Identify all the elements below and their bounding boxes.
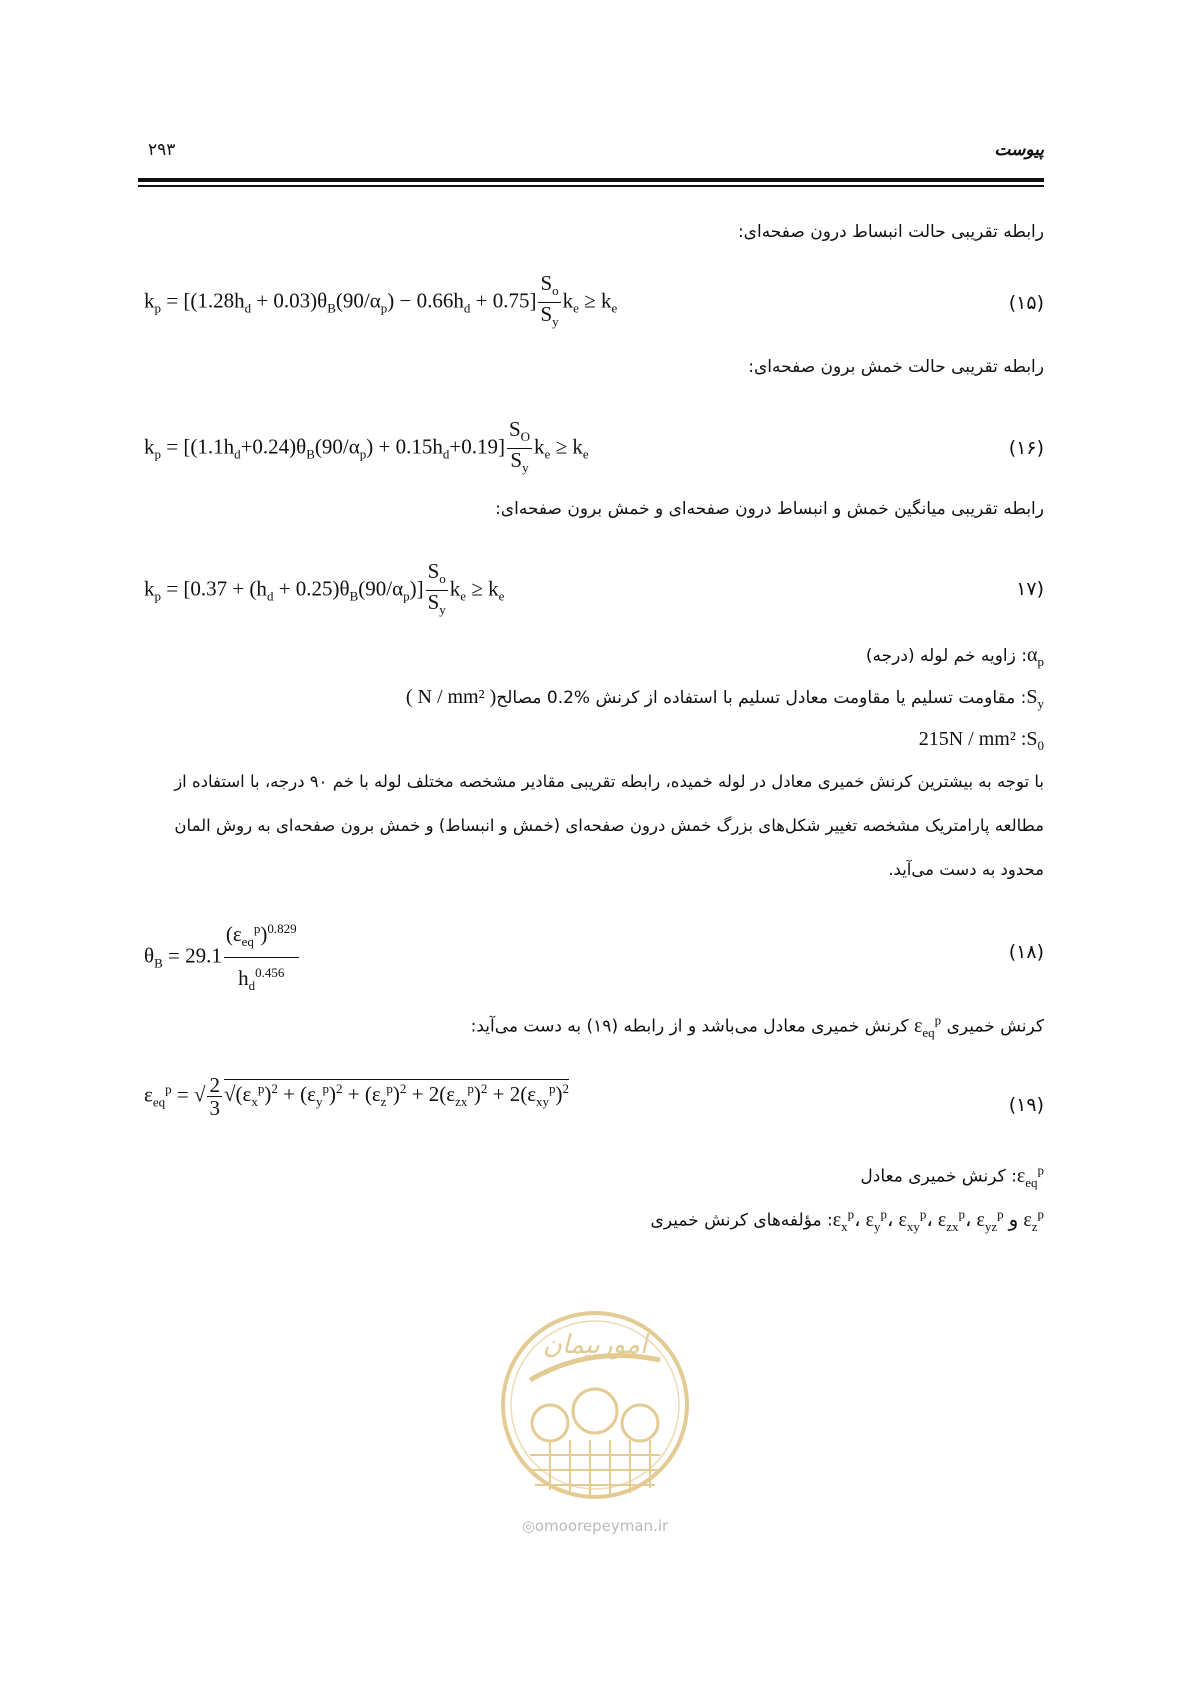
equation-17: $k_p = [0.37 + (h_d + 0.25)\theta_B(90/\alpha_p)]$ $\frac{S_o}{S_y}$ $k_e \ge k_e$ — [144, 559, 505, 618]
eq19-intro: کرنش خمیری $\varepsilon_{eq}^p$ کرنش خمیری معادل می‌باشد و از رابطه (۱۹) به دست می‌آید: — [470, 1012, 1044, 1040]
eq15-intro: رابطه تقریبی حالت انبساط درون صفحه‌ای: — [737, 222, 1044, 242]
paragraph-line-1: با توجه به بیشترین کرنش خمیری معادل در لوله خمیده، رابطه تقریبی مقادیر مشخصه مختلف لوله با خم ۹۰ درجه، با استفاده از — [174, 772, 1044, 791]
equation-18: $\theta_B = 29.1$ $\frac{(\varepsilon_{eq}^p)^{0.829}}{h_d^{0.456}}$ — [144, 914, 301, 1001]
globe-icon: ◎ — [521, 1517, 535, 1535]
page-number: ۲۹۳ — [148, 140, 176, 160]
equation-16: $k_p = [(1.1h_d+0.24)\theta_B(90/\alpha_p) + 0.15h_d+0.19]$ $\frac{S_O}{S_y}$ $k_e \ge k_e$ — [144, 417, 589, 476]
watermark-seal-icon — [490, 1305, 700, 1535]
eps-components-definition: $\varepsilon_x^p،$ $\varepsilon_y^p،$ $\varepsilon_{xy}^p،$ $\varepsilon_{zx}^p،$ $\varepsilon_{yz}^p$ و $\varepsilon_z^p$: مؤلفه‌های کرنش خمیری — [650, 1206, 1044, 1234]
svg-text:امورپیمان: امورپیمان — [542, 1330, 648, 1360]
eq15-number: (۱۵) — [1008, 292, 1044, 314]
header-rule-thin — [138, 185, 1044, 187]
header-rule-thick — [138, 178, 1044, 182]
s0-definition: 215N / mm² $:S_0$ — [918, 728, 1044, 753]
paragraph-line-3: محدود به دست می‌آید. — [888, 860, 1044, 879]
equation-15: $k_p = [(1.28h_d + 0.03)\theta_B(90/\alpha_p) - 0.66h_d + 0.75]$ $\frac{S_o}{S_y}$ $k_e \ge k_e$ — [144, 271, 618, 330]
chapter-title: پیوست — [994, 140, 1044, 160]
watermark-url: ◎omoorepeyman.ir — [521, 1517, 669, 1535]
watermark-logo — [490, 1305, 700, 1535]
eq17-number: ۱۷) — [1016, 578, 1044, 600]
paragraph-line-2: مطالعه پارامتریک مشخصه تغییر شکل‌های بزرگ خمش درون صفحه‌ای (خمش و انبساط) و خمش برون صفحه‌ای به روش المان — [174, 816, 1044, 835]
eq17-intro: رابطه تقریبی میانگین خمش و انبساط درون صفحه‌ای و خمش برون صفحه‌ای: — [495, 499, 1044, 519]
eps-eq-definition: $\varepsilon_{eq}^p$: کرنش خمیری معادل — [860, 1162, 1044, 1190]
eq18-number: (۱۸) — [1008, 941, 1044, 963]
sy-definition: $S_y$: مقاومت تسلیم یا مقاومت معادل تسلیم با استفاده از کرنش %0.2 مصالح( N / mm² ) — [405, 686, 1044, 711]
equation-19: $\varepsilon_{eq}^p$ = √ $\frac{2}{3}$ $√(\varepsilon_x^p)^2 + (\varepsilon_y^p)^2 + (\varepsilon_z^p)^2 + 2(\varepsilon_{zx}^p)^2 + 2(\varepsilon_{xy}^p)^2$ — [144, 1073, 570, 1120]
eq16-intro: رابطه تقریبی حالت خمش برون صفحه‌ای: — [748, 357, 1044, 377]
eq16-number: (۱۶) — [1008, 437, 1044, 459]
eq19-number: (۱۹) — [1008, 1094, 1044, 1116]
alpha-definition: $\alpha_p$: زاویه خم لوله (درجه) — [865, 644, 1044, 669]
